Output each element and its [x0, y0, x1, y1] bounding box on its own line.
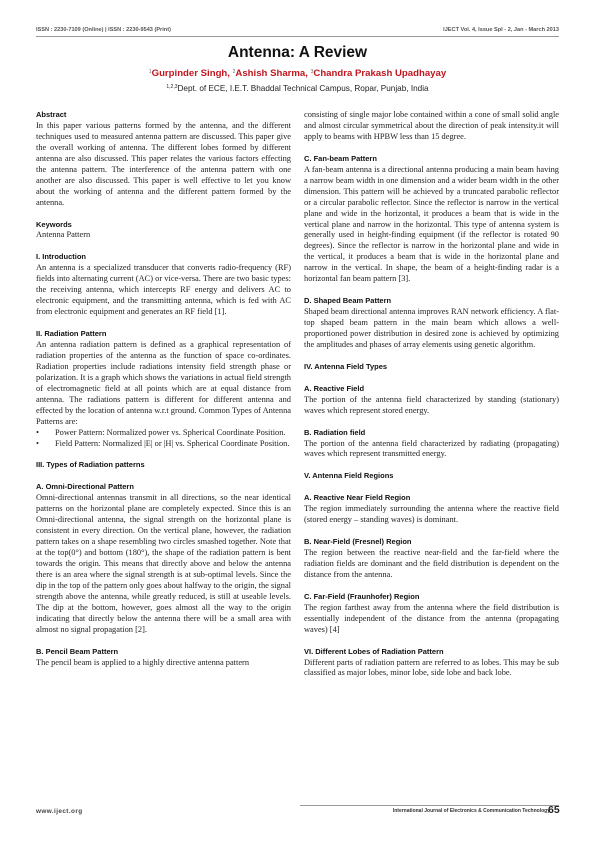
header-rule [36, 36, 559, 37]
author-2-name: Ashish Sharma, [235, 68, 308, 79]
right-column [304, 110, 559, 679]
radiation-field-heading: B. Radiation field [304, 427, 366, 437]
pencil-heading: B. Pencil Beam Pattern [36, 646, 119, 656]
lobes-heading: VI. Different Lobes of Radiation Pattern [304, 646, 444, 656]
fan-beam-heading: C. Fan-beam Pattern [304, 153, 377, 163]
pencil-continued-text: consisting of single major lobe contained within a cone of small solid angle and almost circular symmetrical about the direction of peak intensity.it will apply to beams with HPBW less than 15 degree. [304, 110, 559, 141]
bullet-text: Power Pattern: Normalized power vs. Spherical Coordinate Position. [55, 427, 286, 437]
lobes-text: Different parts of radiation pattern are referred to as lobes. This may be sub classified as major lobes, minor lobe, side lobe and back lobe. [304, 657, 559, 678]
bullet-text: Field Pattern: Normalized |E| or |H| vs. Spherical Coordinate Position. [55, 438, 290, 448]
left-column [36, 110, 291, 669]
author-1-name: Gurpinder Singh, [151, 68, 230, 79]
fraunhofer-heading: C. Far-Field (Fraunhofer) Region [304, 591, 420, 601]
pencil-text: The pencil beam is applied to a highly directive antenna pattern [36, 657, 250, 667]
radiation-pattern-text: An antenna radiation pattern is defined as a graphical representation of radiation properties of the antenna as the function of space co-ordinates. Radiation properties include radiations intensity field strength phase or polarization. It is a graph which shows the variations in actual field strength of electromagnetic field at all points which are at equal distance from antenna. The radiations pattern is different for different antenna and effected by the location of antenna w.r.t ground. Common Types of Antenna Patterns are: [36, 339, 291, 426]
paper-title: Antenna: A Review [227, 44, 368, 61]
shaped-beam-heading: D. Shaped Beam Pattern [304, 296, 392, 306]
author-2-sup: 2 [232, 69, 236, 75]
omni-heading: A. Omni-Directional Pattern [36, 482, 134, 492]
keywords-heading: Keywords [36, 219, 72, 229]
fresnel-text: The region between the reactive near-field and the far-field where the radiation fields are dominant and the field distribution is dependent on the distance from the antenna. [304, 548, 559, 579]
reactive-near-field-text: The region immediately surrounding the antenna where the reactive field (stored energy – standing waves) is dominant. [304, 504, 559, 525]
author-3-sup: 3 [310, 69, 314, 75]
author-3-name: Chandra Prakash Upadhayay [313, 68, 447, 79]
bullet-item [36, 428, 291, 439]
abstract-heading: Abstract [36, 110, 67, 119]
issn-text: ISSN : 2230-7109 (Online) | ISSN : 2230-9543 (Print) [36, 27, 171, 33]
reactive-near-field-heading: A. Reactive Near Field Region [304, 493, 411, 503]
radiation-pattern-heading: II. Radiation Pattern [36, 329, 107, 339]
shaped-beam-text: Shaped beam directional antenna improves RAN network efficiency. A flat-top shaped beam pattern in the main beam which allows a well-proportioned power distribution in desired zone is achieved by optimizing the amplitudes and phases of array elements using genetic algorithm. [304, 307, 559, 349]
fan-beam-text: A fan-beam antenna is a directional antenna producing a main beam having a narrow beam width in one dimension and a wider beam width in the other dimension. This pattern will be achieved by a truncated parabolic reflector or a circular parabolic reflector. Since the reflector is narrow in the vertical plane and wide in the horizontal, it produces a beam that is wide in the vertical plane and narrow in the horizontal. This type of antenna system is generally used in height-finding equipment (if the reflector is rotated 90 degrees). Since the reflector is narrow in the horizontal plane and wide in the vertical, it produces a beam that is wide in the horizontal plane and narrow in the vertical. In shape, the beam of a height-finding radar is a horizontal fan beam pattern [3]. [304, 164, 559, 284]
affiliation-text: Dept. of ECE, I.E.T. Bhaddal Technical Campus, Ropar, Punjab, India [177, 84, 429, 93]
footer-website: www.iject.org [36, 808, 83, 815]
reactive-field-heading: A. Reactive Field [304, 383, 365, 393]
types-heading: III. Types of Radiation patterns [36, 460, 145, 470]
field-types-heading: IV. Antenna Field Types [304, 361, 388, 371]
affiliation-line [0, 84, 595, 93]
footer-journal: International Journal of Electronics & Communication Technology [392, 808, 550, 814]
introduction-heading: I. Introduction [36, 252, 86, 262]
omni-text: Omni-directional antennas transmit in all directions, so the near identical patterns on the horizontal plane are completely expected. Since this is an Omni-directional antenna, the signal strength on the horizontal plane is consistent in every direction. On the vertical plane, however, the radiation pattern takes on a shape resembling two circles smashed together. Note that at the top(0°) and bottom (180°), the shape of the radiation pattern is bent towards the origin. This means that directly above and below the antenna there is an area where the signal strength is at sub-optimal levels. Since the dip in the top of the pattern only goes about halfway to the origin, the signal strength above the antenna, while greatly reduced, is still at useable levels. The dip at the bottom, however, goes almost all the way to the origin indicating that directly below the antenna there will be a small area with almost no signal propagation [2]. [36, 493, 291, 634]
bullet-dot: • [36, 438, 39, 448]
page-number: 65 [548, 804, 560, 816]
footer-rule [300, 805, 559, 806]
journal-issue-text: IJECT Vol. 4, Issue Spl - 2, Jan - March 2013 [443, 27, 559, 33]
introduction-text: An antenna is a specialized transducer that converts radio-frequency (RF) fields into alternating current (AC) or vice-versa. There are two basic types: the receiving antenna, which intercepts RF energy and delivers AC to electronic equipment, and the transmitting antenna, which is fed with AC from electronic equipment and generates an RF field [1]. [36, 263, 291, 317]
field-regions-heading: V. Antenna Field Regions [304, 471, 394, 481]
abstract-text: In this paper various patterns formed by the antenna, and the different techniques used to measured antenna pattern are discussed. This paper give the overall working of antenna. The different lobes formed by different antenna are also discussed. This paper relates the various factors effecting the antenna pattern. The interference of the antenna pattern with one another are also discussed. This paper is well effective to let you know about the working of antenna and the different pattern formed by the antenna. [36, 120, 291, 207]
affiliation-sup: 1,2,3 [166, 84, 178, 90]
bullet-item [36, 439, 291, 450]
keywords-text: Antenna Pattern [36, 230, 91, 240]
bullet-dot: • [36, 427, 39, 437]
reactive-field-text: The portion of the antenna field characterized by standing (stationary) waves which represent stored energy. [304, 394, 559, 415]
radiation-field-text: The portion of the antenna field characterized by radiating (propagating) waves which represent transmitted energy. [304, 438, 559, 459]
fraunhofer-text: The region farthest away from the antenna where the field distribution is essentially independent of the distance from the antenna (propagating waves) [4] [304, 602, 559, 634]
author-1-sup: 1 [148, 69, 152, 75]
fresnel-heading: B. Near-Field (Fresnel) Region [304, 537, 412, 547]
author-line [0, 68, 595, 79]
